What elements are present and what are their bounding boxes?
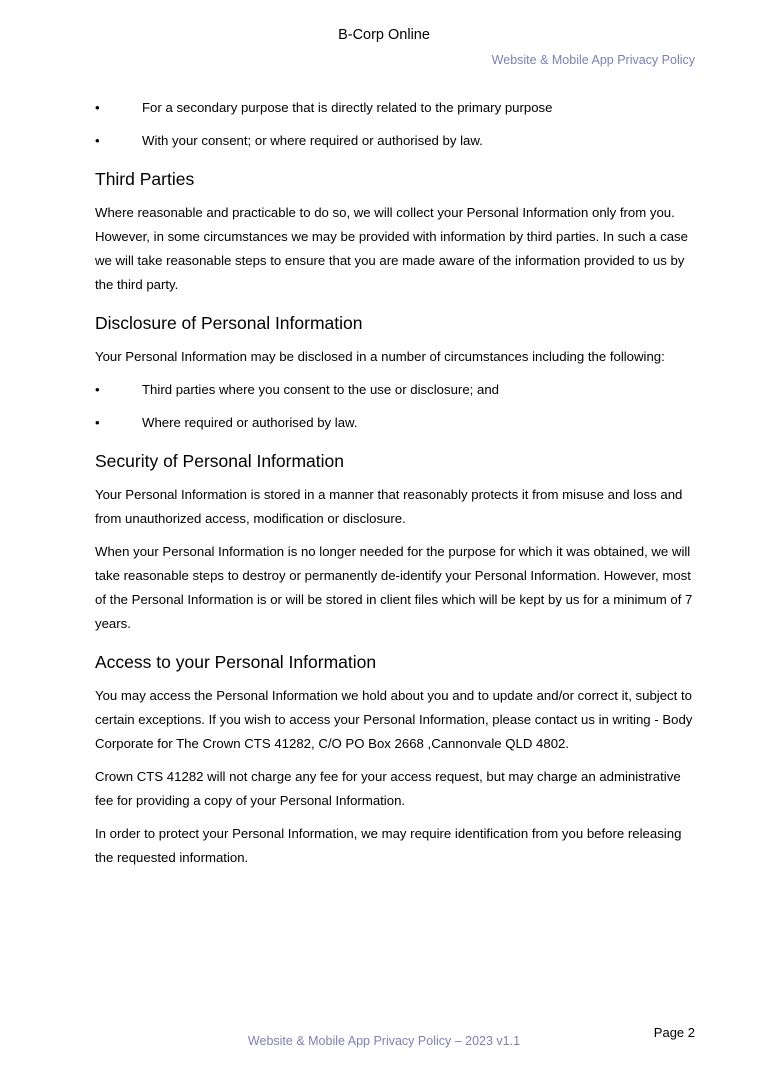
list-item-text: For a secondary purpose that is directly related to the primary purpose bbox=[142, 100, 553, 115]
section-heading: Access to your Personal Information bbox=[95, 652, 377, 672]
document-body bbox=[95, 96, 695, 879]
list-item-text: With your consent; or where required or authorised by law. bbox=[142, 133, 483, 148]
list-item bbox=[95, 378, 695, 402]
list-item-text: Where required or authorised by law. bbox=[142, 415, 358, 430]
document-header-subtitle: Website & Mobile App Privacy Policy bbox=[491, 53, 695, 67]
section-heading: Security of Personal Information bbox=[95, 451, 345, 471]
paragraph: Your Personal Information is stored in a manner that reasonably protects it from misuse and loss and from unauthorized access, modification or disclosure. bbox=[95, 487, 683, 526]
paragraph: When your Personal Information is no longer needed for the purpose for which it was obtained, we will take reasonable steps to destroy or permanently de-identify your Personal Information. However, most of the Personal Information is or will be stored in client files which will be kept by us for a minimum of 7 years. bbox=[95, 544, 693, 631]
list-item bbox=[95, 96, 695, 120]
paragraph: Crown CTS 41282 will not charge any fee for your access request, but may charge an administrative fee for providing a copy of your Personal Information. bbox=[95, 769, 681, 808]
section-security bbox=[95, 449, 695, 636]
section-third-parties bbox=[95, 167, 695, 297]
section-heading: Third Parties bbox=[95, 169, 195, 189]
bullet-icon: • bbox=[95, 415, 100, 430]
section-disclosure bbox=[95, 311, 695, 435]
section-access bbox=[95, 650, 695, 870]
paragraph: Where reasonable and practicable to do so, we will collect your Personal Information only from you. However, in some circumstances we may be provided with information by third parties. In such a case we will take reasonable steps to ensure that you are made aware of the information provided to us by the third party. bbox=[95, 205, 688, 292]
bullet-icon: • bbox=[95, 133, 100, 148]
page-number: Page 2 bbox=[653, 1025, 695, 1040]
document-footer-text: Website & Mobile App Privacy Policy – 2023 v1.1 bbox=[247, 1034, 521, 1048]
bullet-icon: • bbox=[95, 382, 100, 397]
list-item-text: Third parties where you consent to the use or disclosure; and bbox=[142, 382, 499, 397]
bullet-icon: • bbox=[95, 100, 100, 115]
paragraph: In order to protect your Personal Information, we may require identification from you before releasing the requested information. bbox=[95, 826, 682, 865]
paragraph: Your Personal Information may be disclosed in a number of circumstances including the following: bbox=[95, 349, 665, 364]
intro-bullet-list bbox=[95, 96, 695, 153]
paragraph: You may access the Personal Information we hold about you and to update and/or correct it, subject to certain exceptions. If you wish to access your Personal Information, please contact us in writing - Body Corporate for The Crown CTS 41282, C/O PO Box 2668 ,Cannonvale QLD 4802. bbox=[95, 688, 693, 751]
section-heading: Disclosure of Personal Information bbox=[95, 313, 363, 333]
list-item bbox=[95, 129, 695, 153]
list-item bbox=[95, 411, 695, 435]
document-header-title: B-Corp Online bbox=[338, 27, 430, 43]
disclosure-bullet-list bbox=[95, 378, 695, 435]
